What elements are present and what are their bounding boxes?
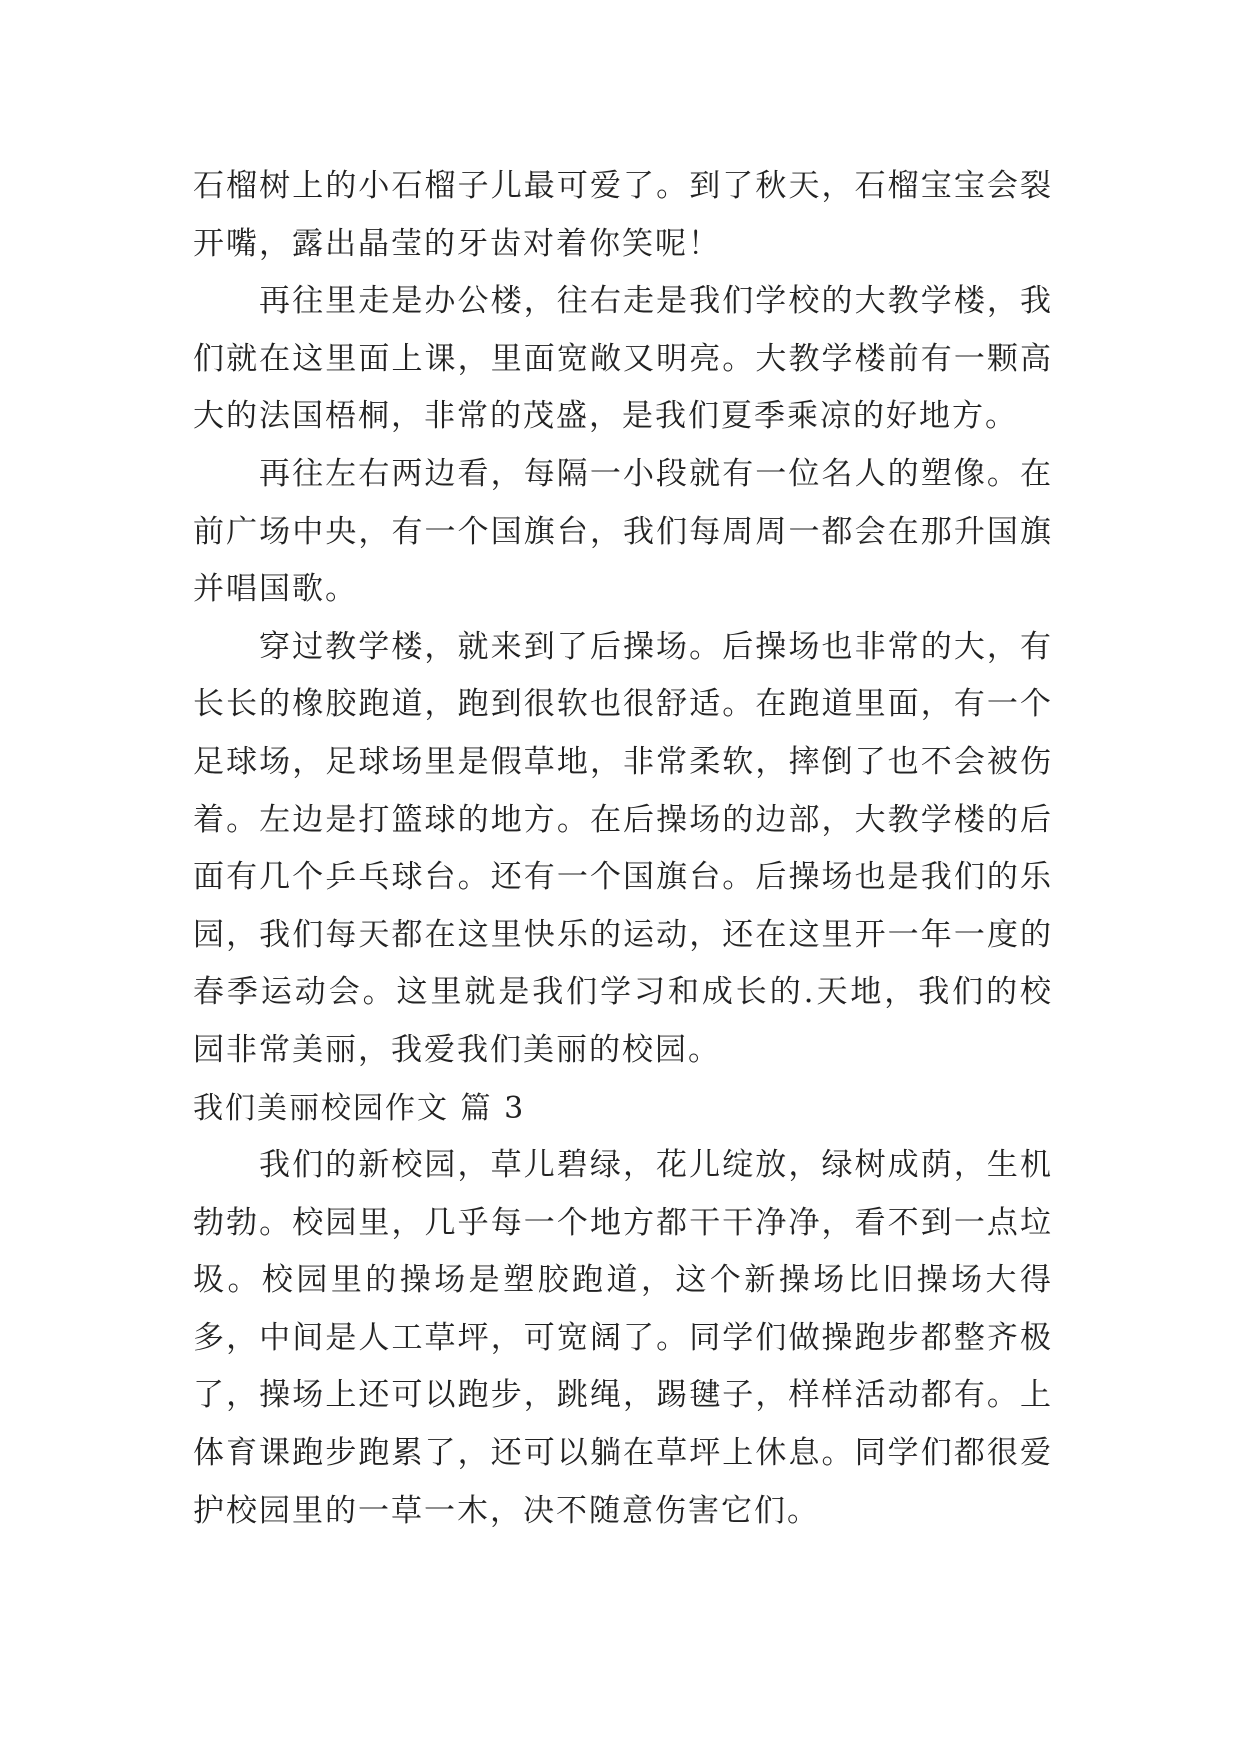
document-body — [193, 158, 1053, 1540]
paragraph-2: 再往里走是办公楼，往右走是我们学校的大教学楼，我们就在这里面上课，里面宽敞又明亮。大教学楼前有一颗高大的法国梧桐，非常的茂盛，是我们夏季乘凉的好地方。 — [193, 283, 1053, 435]
paragraph-3: 再往左右两边看，每隔一小段就有一位名人的塑像。在前广场中央，有一个国旗台，我们每周周一都会在那升国旗并唱国歌。 — [193, 455, 1053, 608]
paragraph-5: 我们的新校园，草儿碧绿，花儿绽放，绿树成荫，生机勃勃。校园里，几乎每一个地方都干干净净，看不到一点垃圾。校园里的操场是塑胶跑道，这个新操场比旧操场大得多，中间是人工草坪，可宽阔了。同学们做操跑步都整齐极了，操场上还可以跑步，跳绳，踢毽子，样样活动都有。上体育课跑步跑累了，还可以躺在草坪上休息。同学们都很爱护校园里的一草一木，决不随意伤害它们。 — [193, 1147, 1053, 1529]
section-heading: 我们美丽校园作文 篇 3 — [193, 1090, 526, 1126]
paragraph-1: 石榴树上的小石榴子儿最可爱了。到了秋天，石榴宝宝会裂开嘴，露出晶莹的牙齿对着你笑呢！ — [193, 168, 1053, 262]
paragraph-4: 穿过教学楼，就来到了后操场。后操场也非常的大，有长长的橡胶跑道，跑到很软也很舒适。在跑道里面，有一个足球场，足球场里是假草地，非常柔软，摔倒了也不会被伤着。左边是打篮球的地方。在后操场的边部，大教学楼的后面有几个乒乓球台。还有一个国旗台。后操场也是我们的乐园，我们每天都在这里快乐的运动，还在这里开一年一度的春季运动会。这里就是我们学习和成长的.天地，我们的校园非常美丽，我爱我们美丽的校园。 — [193, 628, 1053, 1068]
